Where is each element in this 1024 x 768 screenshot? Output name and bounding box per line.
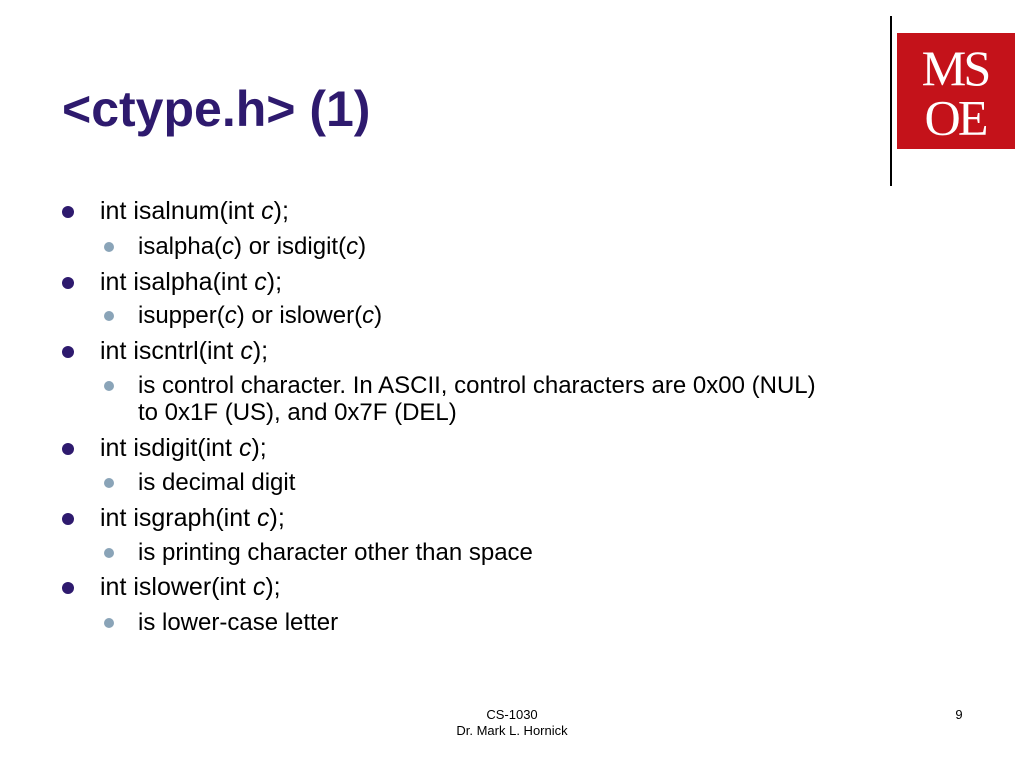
bullet-dot (104, 548, 114, 558)
list-item: is control character. In ASCII, control characters are 0x00 (NUL) to 0x1F (US), and 0x7F (DEL) (138, 372, 816, 426)
bullet-dot (62, 582, 74, 594)
bullet-dot (104, 311, 114, 321)
page-number: 9 (955, 707, 963, 722)
bullet-dot (62, 443, 74, 455)
list-item: isalpha(c) or isdigit(c) (138, 233, 366, 260)
svg-text:OE: OE (924, 89, 986, 146)
list-item: is lower-case letter (138, 609, 338, 636)
bullet-dot (104, 242, 114, 252)
list-item: int isalpha(int c); (100, 267, 282, 297)
list-item: int isgraph(int c); (100, 503, 285, 533)
msoe-logo (897, 33, 1015, 149)
footer-course: CS-1030 (486, 707, 538, 722)
footer-info (412, 707, 612, 739)
list-item: int iscntrl(int c); (100, 336, 268, 366)
list-item: is printing character other than space (138, 539, 533, 566)
footer-author: Dr. Mark L. Hornick (456, 723, 568, 738)
bullet-dot (62, 513, 74, 525)
list-item: int isdigit(int c); (100, 433, 267, 463)
list-item: isupper(c) or islower(c) (138, 302, 382, 329)
bullet-dot (104, 618, 114, 628)
vertical-divider (890, 16, 892, 186)
bullet-dot (62, 277, 74, 289)
svg-text:MS: MS (921, 40, 989, 97)
list-item: is decimal digit (138, 469, 295, 496)
bullet-dot (104, 381, 114, 391)
bullet-dot (104, 478, 114, 488)
slide-title: <ctype.h> (1) (62, 81, 371, 137)
msoe-logo-graphic (899, 35, 1013, 147)
bullet-dot (62, 346, 74, 358)
list-item: int isalnum(int c); (100, 196, 289, 226)
list-item: int islower(int c); (100, 572, 281, 602)
bullet-dot (62, 206, 74, 218)
